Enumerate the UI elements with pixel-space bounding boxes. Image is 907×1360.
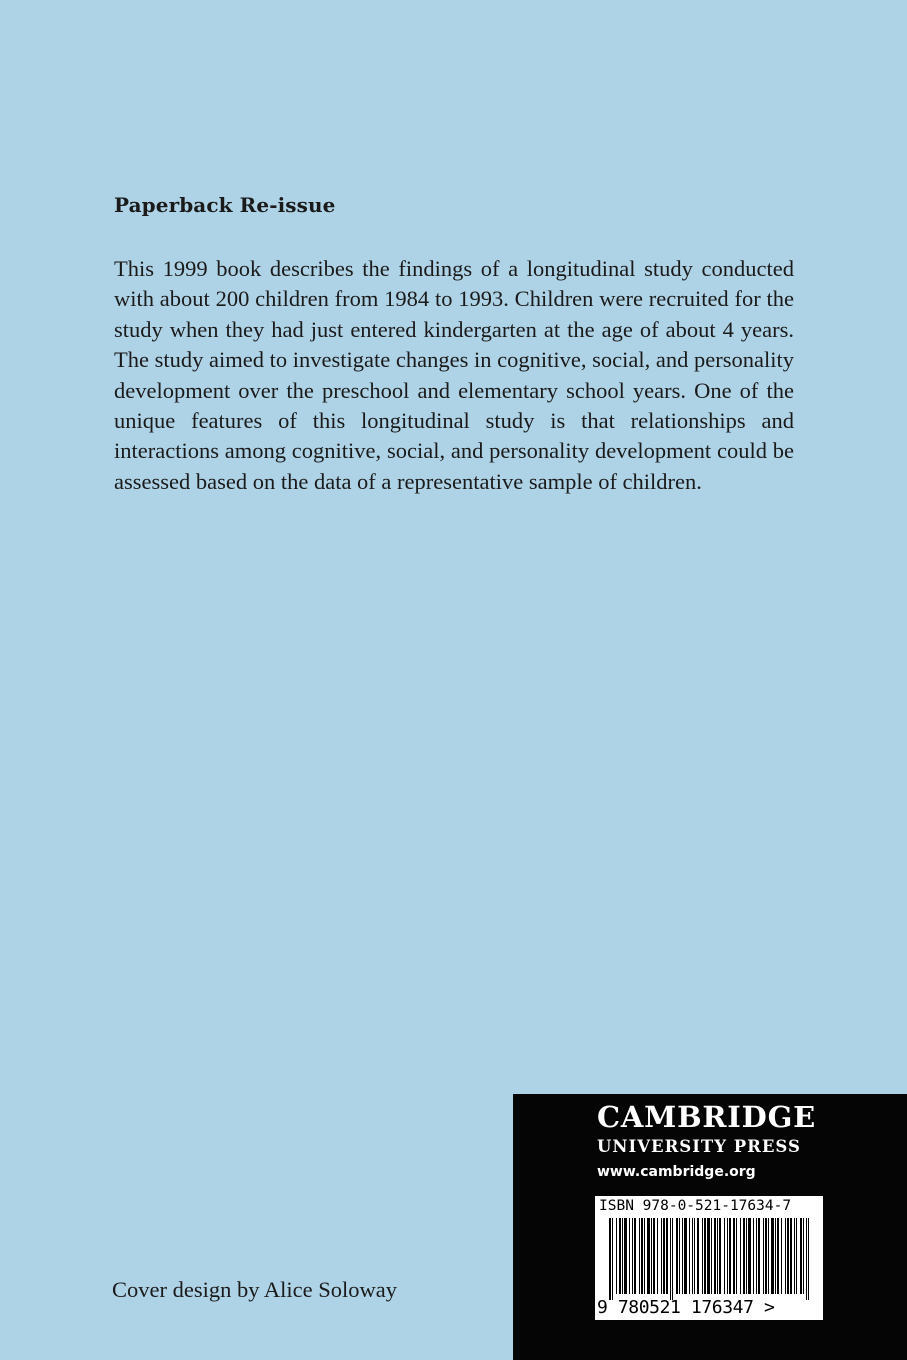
barcode-bar [724, 1218, 725, 1294]
barcode-bar [644, 1218, 645, 1294]
barcode-bar [711, 1218, 712, 1294]
barcode-bar [775, 1218, 776, 1294]
barcode-bar [794, 1218, 795, 1294]
barcode-bar [743, 1218, 745, 1294]
barcode-bar [672, 1218, 673, 1300]
barcode-bar [697, 1218, 699, 1294]
publisher-name: CAMBRIDGE [597, 1100, 817, 1134]
barcode-bar [663, 1218, 665, 1294]
barcode-bar [661, 1218, 662, 1294]
barcode-bar [639, 1218, 640, 1294]
barcode-bar [622, 1218, 623, 1294]
barcode-bar [632, 1218, 633, 1294]
barcode-bar [748, 1218, 751, 1294]
barcode-bar [684, 1218, 687, 1294]
barcode-bar [808, 1218, 809, 1300]
barcode-bar [763, 1218, 764, 1294]
barcode-bar [768, 1218, 769, 1294]
publisher-block [513, 1094, 907, 1360]
barcode-bar [727, 1218, 728, 1294]
barcode-bar [803, 1218, 804, 1294]
barcode-bar [740, 1218, 741, 1294]
barcode-bar [702, 1218, 703, 1294]
barcode-bar [771, 1218, 774, 1294]
barcode-bar [736, 1218, 737, 1294]
book-description: This 1999 book describes the findings of a longitudinal study conducted with about 200 children from 1984 to 1993. Children were recruited for the study when they had just entered kindergarten at the age of about 4 years. The study aimed to investigate changes in cognitive, social, and personality development over the preschool and elementary school years. One of the unique features of this longitudinal study is that relationships and interactions among cognitive, social, and personality development could be assessed based on the data of a representative sample of children. [114, 256, 794, 494]
barcode-panel [595, 1196, 823, 1320]
barcode-bar [756, 1218, 757, 1294]
barcode-bar [692, 1218, 693, 1294]
barcode-bar [653, 1218, 655, 1294]
barcode-bar [670, 1218, 671, 1300]
barcode-bar [609, 1218, 611, 1300]
barcode-bar [612, 1218, 613, 1300]
barcode-bar [729, 1218, 731, 1294]
barcode-bar [714, 1218, 716, 1294]
barcode-bar [719, 1218, 721, 1294]
barcode-bar [746, 1218, 747, 1294]
barcode-bar [679, 1218, 680, 1294]
barcode-bar [647, 1218, 650, 1294]
barcode-bar [689, 1218, 690, 1294]
barcode-bar [666, 1218, 668, 1294]
barcode-bar [676, 1218, 678, 1294]
cover-credit: Cover design by Alice Soloway [112, 1277, 397, 1302]
barcode-bar [806, 1218, 807, 1300]
barcode-bar [624, 1218, 627, 1294]
barcode-bar [785, 1218, 786, 1294]
barcode-bar [758, 1218, 760, 1294]
barcode-bar [641, 1218, 643, 1294]
barcode-bar [753, 1218, 754, 1294]
barcode-bar [765, 1218, 767, 1294]
publisher-url: www.cambridge.org [597, 1164, 756, 1180]
barcode-bar [733, 1218, 735, 1294]
barcode-digits: 9 780521 176347 > [597, 1297, 775, 1318]
barcode-bar [694, 1218, 695, 1294]
barcode-bar [704, 1218, 706, 1294]
isbn-label: ISBN 978-0-521-17634-7 [599, 1198, 792, 1214]
cover-heading: Paperback Re-issue [114, 193, 336, 217]
barcode-bar [790, 1218, 792, 1294]
publisher-subtitle: UNIVERSITY PRESS [597, 1137, 801, 1156]
barcode-bar [619, 1218, 621, 1294]
barcode-bar [634, 1218, 636, 1294]
barcode-bar [717, 1218, 718, 1294]
barcode-bar [682, 1218, 683, 1294]
barcode-bar [796, 1218, 797, 1294]
barcode-bar [657, 1218, 658, 1294]
barcode-bar [777, 1218, 779, 1294]
barcode-bar [787, 1218, 789, 1294]
barcode-bar [629, 1218, 630, 1294]
barcode-bar [616, 1218, 617, 1294]
barcode-bar [800, 1218, 802, 1294]
barcode-bar [707, 1218, 710, 1294]
barcode-bar [781, 1218, 782, 1294]
barcode-bar [651, 1218, 652, 1294]
